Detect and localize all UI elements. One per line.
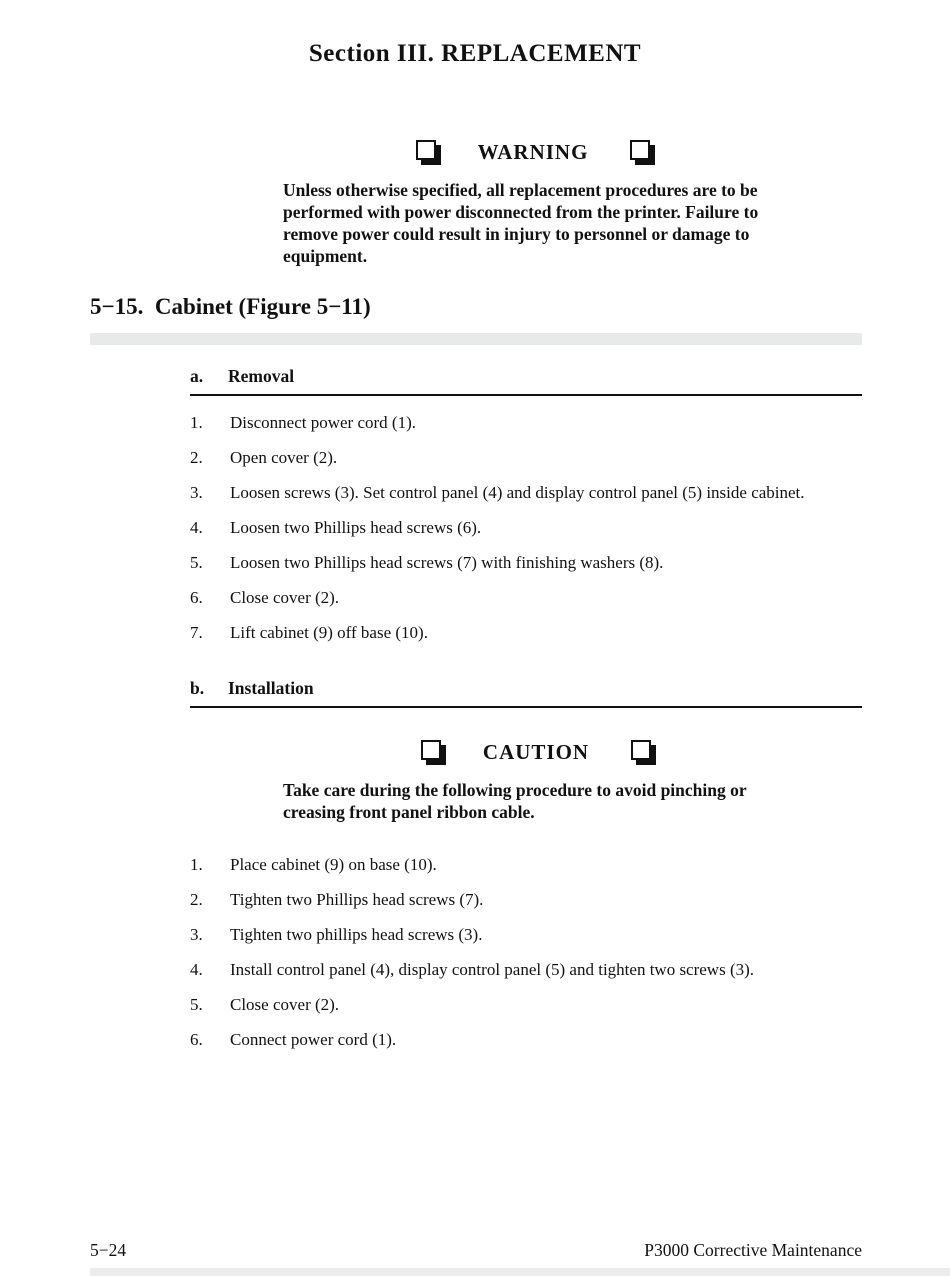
step-number: 6.	[190, 1030, 203, 1049]
list-item	[190, 517, 875, 539]
installation-steps-list	[190, 854, 875, 1064]
caution-block	[283, 740, 789, 823]
step-text: Tighten two Phillips head screws (7).	[230, 890, 484, 909]
step-text: Install control panel (4), display control panel (5) and tighten two screws (3).	[230, 960, 755, 979]
drop-shadow-square-icon	[631, 740, 651, 760]
step-text: Loosen two Phillips head screws (7) with finishing washers (8).	[230, 553, 664, 572]
caution-heading	[283, 740, 789, 765]
step-text: Tighten two phillips head screws (3).	[230, 925, 483, 944]
warning-heading	[283, 140, 783, 165]
drop-shadow-square-icon	[421, 740, 441, 760]
step-number: 2.	[190, 890, 203, 909]
subsection-removal-heading	[190, 366, 862, 396]
step-number: 5.	[190, 553, 203, 572]
list-item	[190, 1029, 875, 1051]
step-number: 2.	[190, 448, 203, 467]
drop-shadow-square-icon	[416, 140, 436, 160]
step-number: 5.	[190, 995, 203, 1014]
step-number: 3.	[190, 483, 203, 502]
list-item	[190, 994, 875, 1016]
list-item	[190, 889, 875, 911]
list-item	[190, 447, 875, 469]
step-text: Loosen screws (3). Set control panel (4) and display control panel (5) inside cabinet.	[230, 483, 805, 502]
step-number: 7.	[190, 623, 203, 642]
caution-text: Take care during the following procedure to avoid pinching or creasing front panel ribbon cable.	[283, 780, 747, 822]
list-item	[190, 552, 875, 574]
section-heading: 5−15. Cabinet (Figure 5−11)	[90, 294, 371, 319]
list-item	[190, 587, 875, 609]
page-footer	[90, 1240, 862, 1261]
list-item	[190, 412, 875, 434]
footer-divider-bar	[90, 1268, 950, 1276]
warning-block	[283, 140, 783, 267]
subsection-letter: a.	[190, 366, 204, 386]
step-text: Open cover (2).	[230, 448, 338, 467]
step-text: Connect power cord (1).	[230, 1030, 397, 1049]
subsection-title: Removal	[228, 366, 295, 386]
page-title: Section III. REPLACEMENT	[308, 40, 642, 67]
list-item	[190, 482, 875, 504]
drop-shadow-square-icon	[630, 140, 650, 160]
step-text: Lift cabinet (9) off base (10).	[230, 623, 428, 642]
warning-text: Unless otherwise specified, all replacement procedures are to be performed with power disconnected from the printer. Failure to remove power could result in injury to personnel or damage to equipment.	[283, 180, 759, 266]
step-number: 3.	[190, 925, 203, 944]
list-item	[190, 622, 875, 644]
caution-label: CAUTION	[482, 740, 590, 764]
step-number: 4.	[190, 960, 203, 979]
step-number: 1.	[190, 855, 203, 874]
footer-document-name: P3000 Corrective Maintenance	[644, 1240, 862, 1260]
step-text: Close cover (2).	[230, 588, 340, 607]
step-number: 1.	[190, 413, 203, 432]
removal-steps-list	[190, 412, 875, 657]
list-item	[190, 924, 875, 946]
list-item	[190, 854, 875, 876]
subsection-title: Installation	[228, 678, 314, 698]
footer-page-number: 5−24	[90, 1240, 127, 1260]
section-divider-bar	[90, 333, 862, 345]
subsection-installation-heading	[190, 678, 862, 708]
step-text: Close cover (2).	[230, 995, 340, 1014]
warning-label: WARNING	[477, 140, 589, 164]
step-number: 6.	[190, 588, 203, 607]
step-text: Loosen two Phillips head screws (6).	[230, 518, 482, 537]
list-item	[190, 959, 875, 981]
step-text: Disconnect power cord (1).	[230, 413, 416, 432]
step-text: Place cabinet (9) on base (10).	[230, 855, 437, 874]
step-number: 4.	[190, 518, 203, 537]
subsection-letter: b.	[190, 678, 205, 698]
